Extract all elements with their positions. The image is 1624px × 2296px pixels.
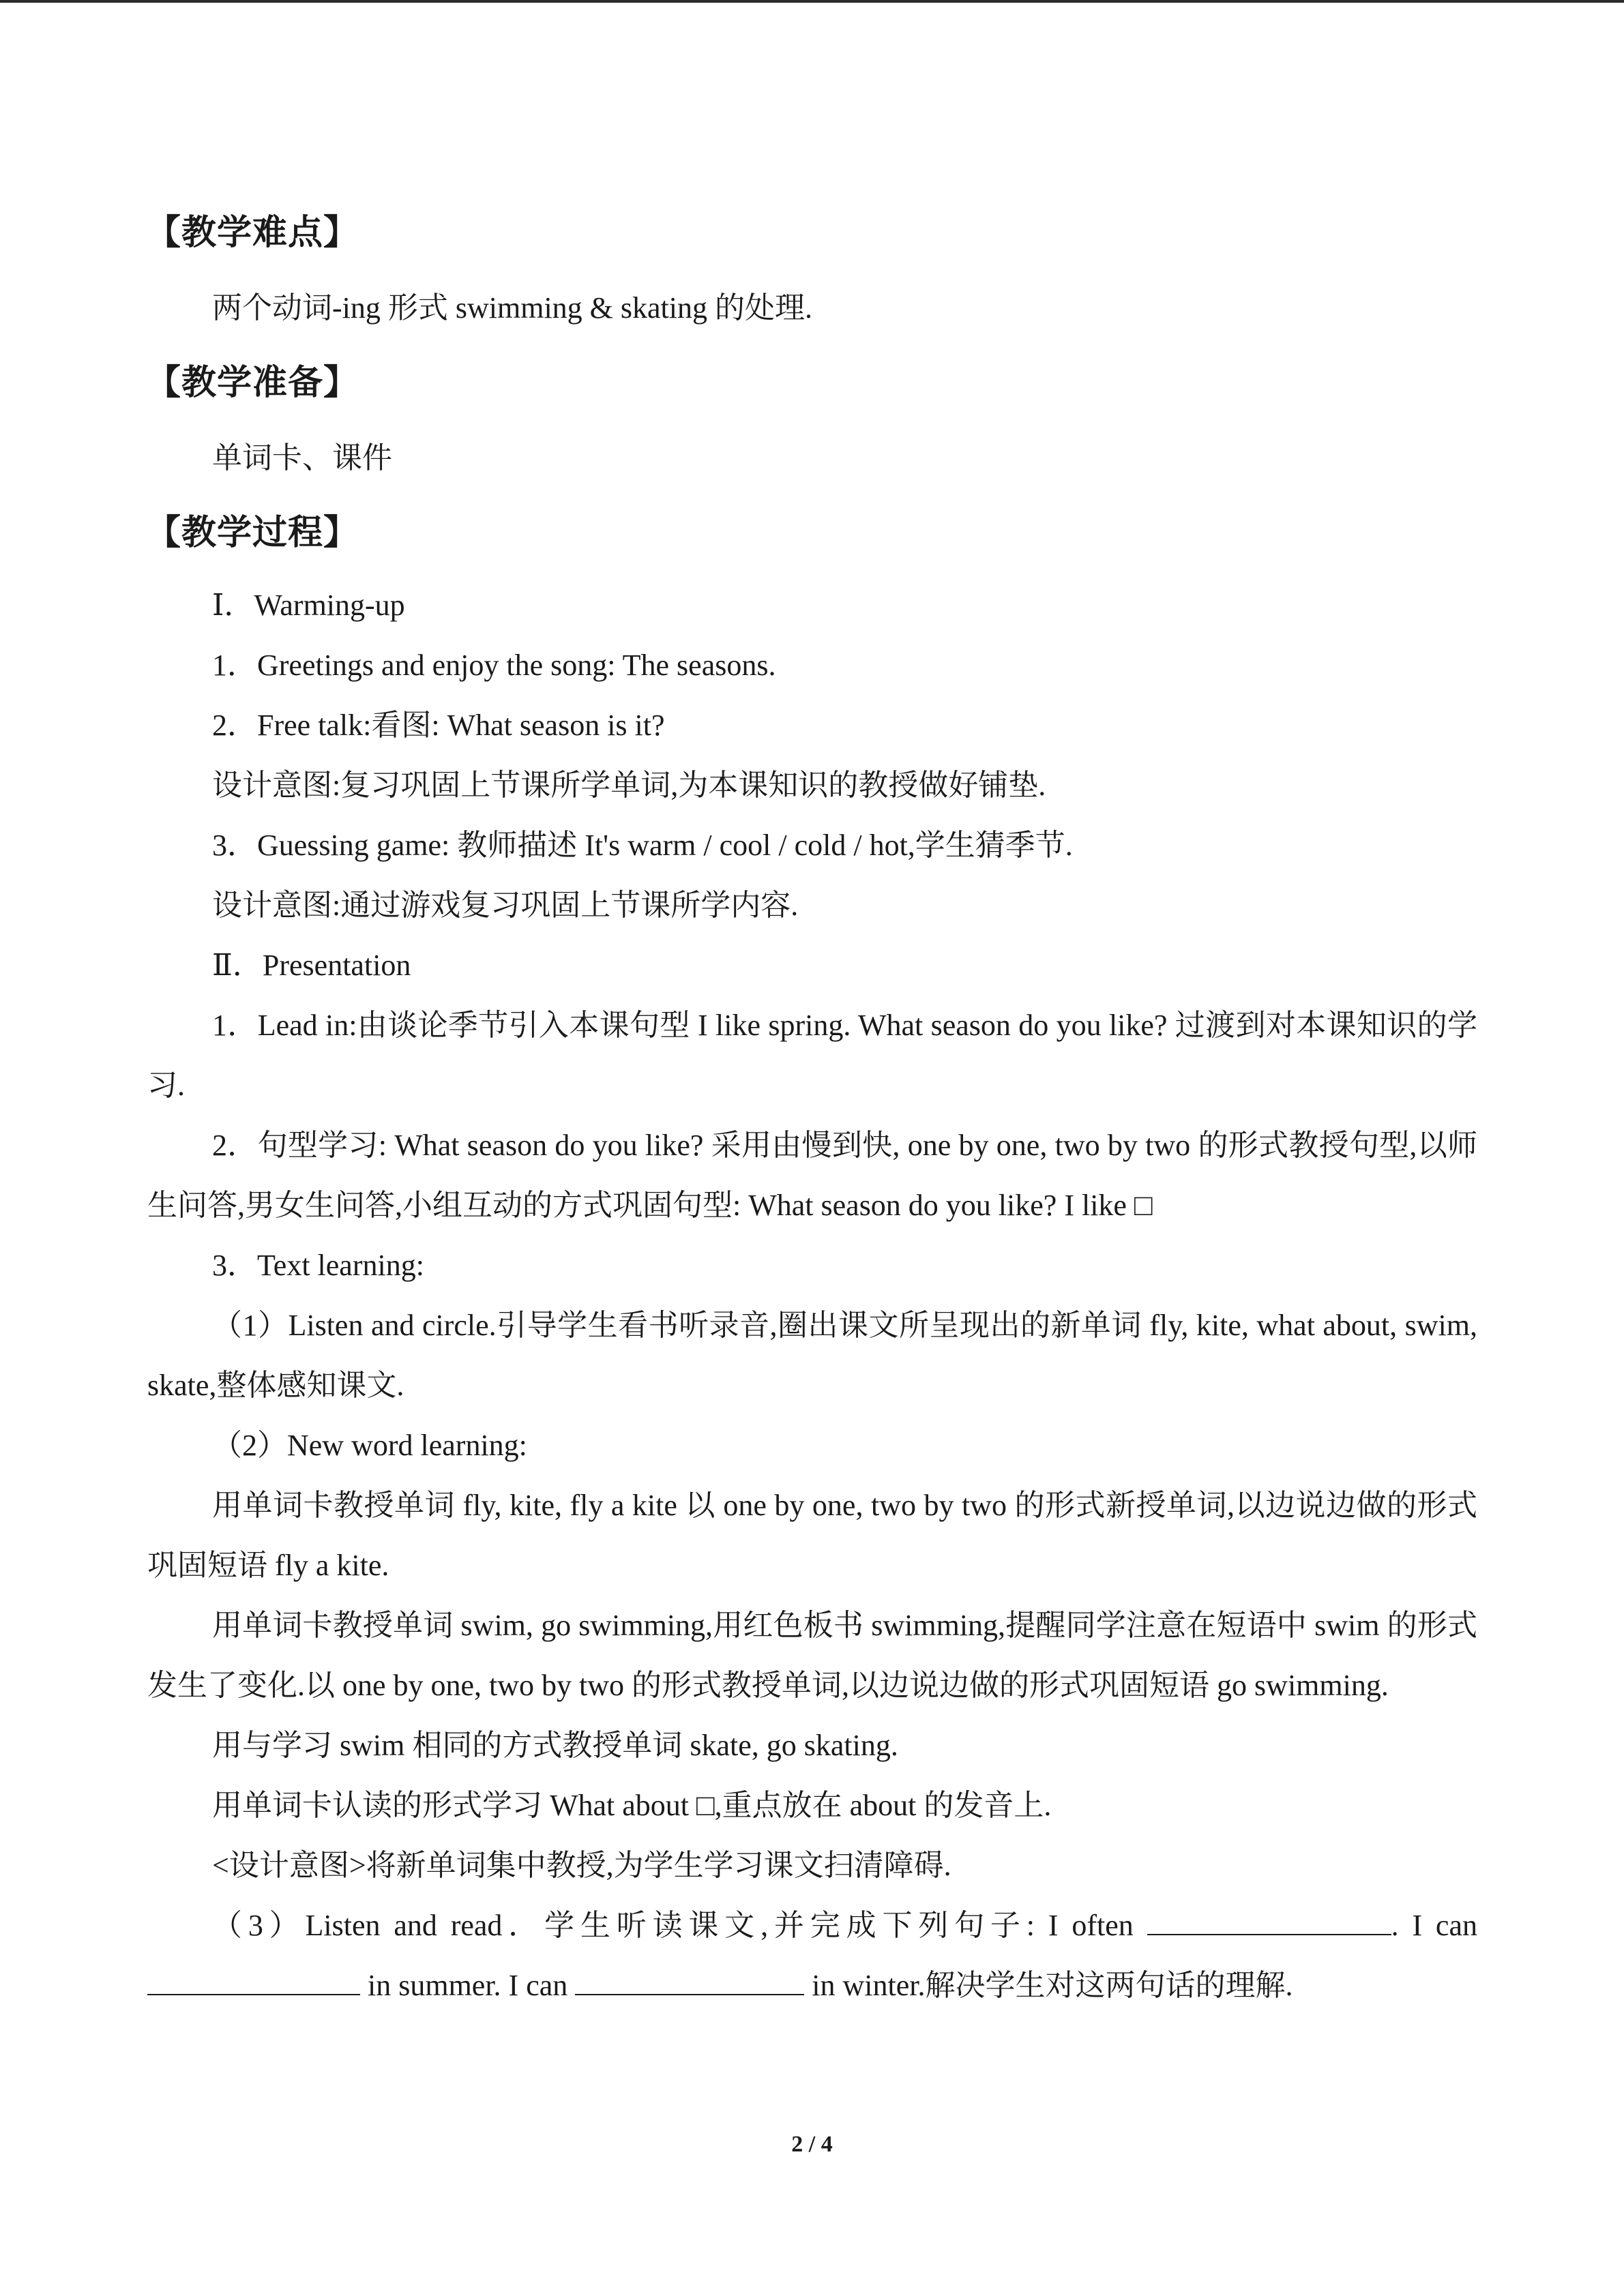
step-guessing-game: 3．Guessing game: 教师描述 It's warm / cool / cold / hot,学生猜季节. [212, 829, 1073, 862]
preparation-text: 单词卡、课件 [212, 441, 392, 475]
step-free-talk: 2．Free talk:看图: What season is it? [212, 709, 665, 742]
heading-teaching-preparation: 【教学准备】 [146, 363, 359, 403]
listen-read-text-1: （3）Listen and read．学生听读课文,并完成下列句子: I often [212, 1909, 1134, 1942]
heading-teaching-difficulty: 【教学难点】 [146, 213, 359, 253]
section-warming-up: Ⅰ．Warming-up [212, 588, 405, 622]
top-border-line [0, 0, 1624, 3]
substep-listen-read [147, 1896, 1477, 2016]
design-intent-3: <设计意图>将新单词集中教授,为学生学习课文扫清障碍. [212, 1849, 951, 1882]
substep-new-word-learning: （2）New word learning: [212, 1429, 527, 1462]
step-greetings: 1．Greetings and enjoy the song: The seasons. [212, 648, 776, 682]
teach-fly-kite: 用单词卡教授单词 fly, kite, fly a kite 以 one by one, two by two 的形式新授单词,以边说边做的形式巩固短语 fly a kite. [147, 1489, 1477, 1582]
section-presentation: Ⅱ．Presentation [212, 949, 411, 982]
document-body [147, 206, 1477, 2016]
difficulty-text: 两个动词-ing 形式 swimming & skating 的处理. [212, 291, 812, 325]
design-intent-1: 设计意图:复习巩固上节课所学单词,为本课知识的教授做好铺垫. [212, 769, 1046, 802]
teach-what-about: 用单词卡认读的形式学习 What about □,重点放在 about 的发音上. [212, 1789, 1052, 1822]
fill-blank-1 [1147, 1904, 1391, 1935]
step-text-learning: 3．Text learning: [212, 1249, 424, 1282]
listen-read-text-3: in summer. I can [368, 1969, 568, 2002]
substep-listen-circle: （1）Listen and circle.引导学生看书听录音,圈出课文所呈现出的新单词 fly, kite, what about, swim, skate,整体感知课文. [147, 1309, 1477, 1402]
design-intent-2: 设计意图:通过游戏复习巩固上节课所学内容. [212, 889, 799, 922]
listen-read-text-4: in winter.解决学生对这两句话的理解. [812, 1969, 1293, 2002]
page-number: 2 / 4 [791, 2132, 833, 2157]
fill-blank-2 [147, 1964, 360, 1995]
teach-swim: 用单词卡教授单词 swim, go swimming,用红色板书 swimming,提醒同学注意在短语中 swim 的形式发生了变化.以 one by one, two by two 的形式教授单词,以边说边做的形式巩固短语 go swimming. [147, 1609, 1477, 1702]
step-lead-in: 1．Lead in:由谈论季节引入本课句型 I like spring. What season do you like? 过渡到对本课知识的学习. [147, 1009, 1477, 1102]
heading-teaching-process: 【教学过程】 [146, 513, 359, 553]
fill-blank-3 [575, 1964, 804, 1995]
listen-read-text-2: . I can [1391, 1909, 1477, 1942]
step-sentence-learning: 2．句型学习: What season do you like? 采用由慢到快, one by one, two by two 的形式教授句型,以师生问答,男女生问答,小组互动的方式巩固句型: What season do you like? I like □ [147, 1129, 1477, 1222]
teach-skate: 用与学习 swim 相同的方式教授单词 skate, go skating. [212, 1729, 898, 1762]
